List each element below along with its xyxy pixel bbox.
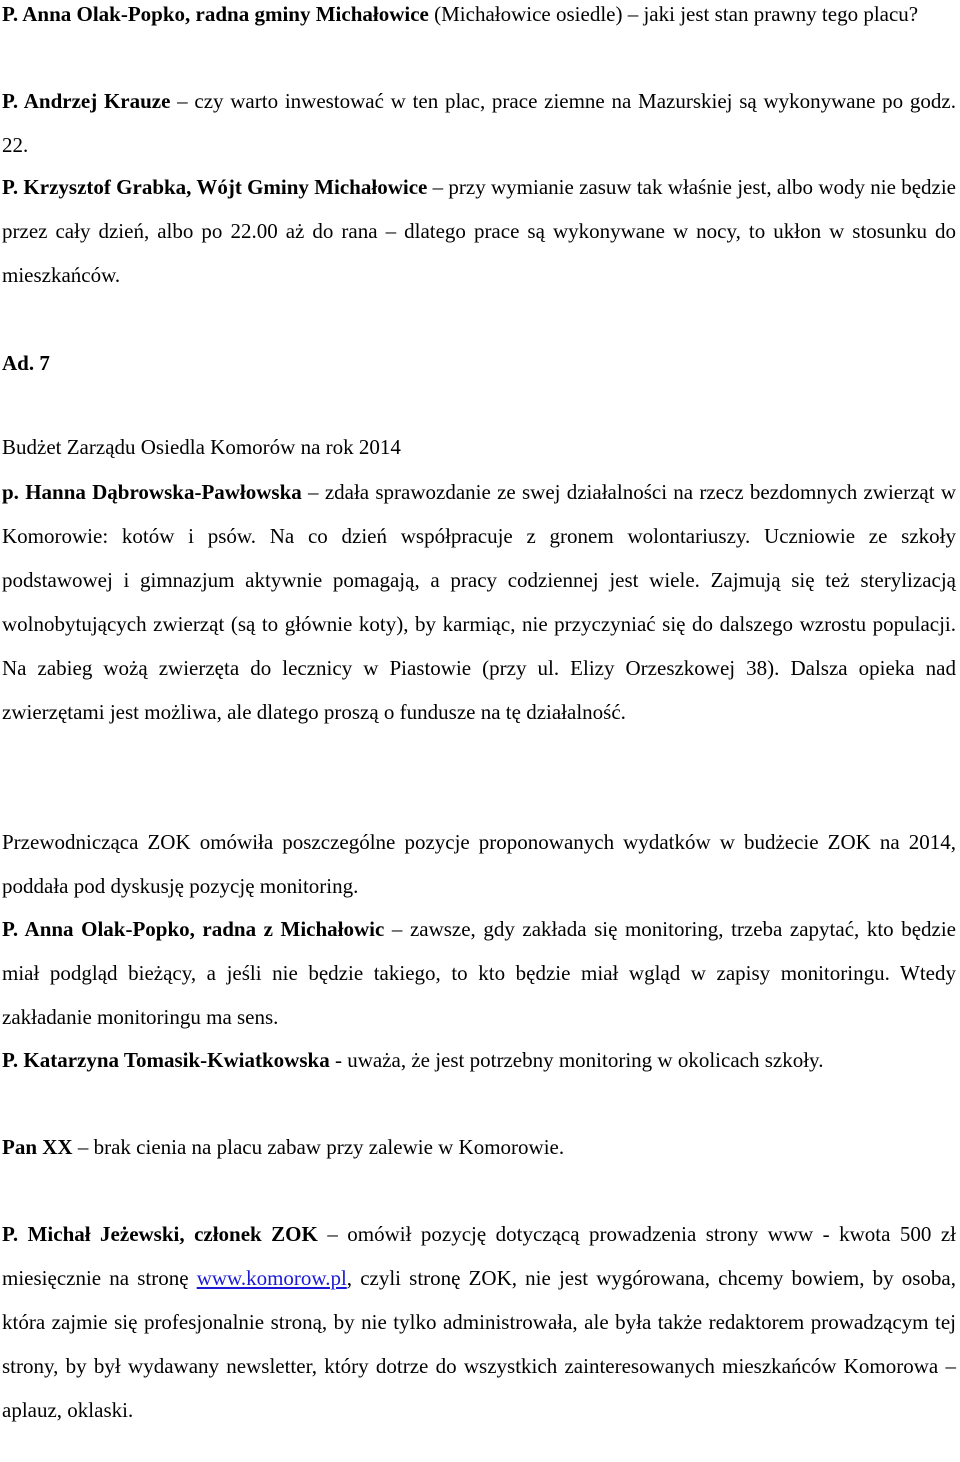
- paragraph-text: - uważa, że jest potrzebny monitoring w okolicach szkoły.: [329, 1048, 824, 1072]
- paragraph-jezewski: [2, 1212, 956, 1432]
- paragraph-olak-popko-question: [2, 0, 956, 36]
- website-link[interactable]: www.komorow.pl: [196, 1266, 347, 1290]
- speaker-name: P. Michał Jeżewski, członek ZOK: [2, 1222, 318, 1246]
- speaker-name: p. Hanna Dąbrowska-Pawłowska: [2, 480, 302, 504]
- paragraph-text: – brak cienia na placu zabaw przy zalewie w Komorowie.: [72, 1135, 565, 1159]
- paragraph-text: Przewodnicząca ZOK omówiła poszczególne pozycje proponowanych wydatków w budżecie ZOK na 2014, poddała pod dyskusję pozycję monitoring.: [2, 830, 956, 898]
- agenda-item-heading: [2, 341, 956, 385]
- agenda-item-label: Ad. 7: [2, 351, 50, 375]
- paragraph-tomasik-kwiatkowska: [2, 1038, 956, 1082]
- paragraph-pan-xx: [2, 1125, 956, 1169]
- speaker-name: Pan XX: [2, 1135, 73, 1159]
- section-title: Budżet Zarządu Osiedla Komorów na rok 2014: [2, 435, 401, 459]
- paragraph-text: – omówił pozycję dotyczącą prowadzenia strony www - kwota 500 zł miesięcznie na stronę: [2, 1222, 956, 1290]
- speaker-name: P. Andrzej Krauze: [2, 89, 171, 113]
- paragraph-dabrowska-pawlowska: [2, 470, 956, 734]
- paragraph-text: – czy warto inwestować w ten plac, prace ziemne na Mazurskiej są wykonywane po godz. 22.: [2, 89, 956, 157]
- paragraph-text: – zawsze, gdy zakłada się monitoring, trzeba zapytać, kto będzie miał podgląd bieżący, a jeśli nie będzie takiego, to kto będzie miał wgląd w zapisy monitoringu. Wtedy zakładanie monitoringu ma sens.: [2, 917, 956, 1029]
- paragraph-krauze: [2, 79, 956, 167]
- paragraph-text: – przy wymianie zasuw tak właśnie jest, albo wody nie będzie przez cały dzień, albo po 22.00 aż do rana – dlatego prace są wykonywane w nocy, to ukłon w stosunku do mieszkańców.: [2, 175, 956, 287]
- paragraph-text: (Michałowice osiedle) – jaki jest stan prawny tego placu?: [428, 2, 919, 26]
- paragraph-grabka: [2, 165, 956, 297]
- speaker-name: P. Krzysztof Grabka, Wójt Gminy Michałowice: [2, 175, 428, 199]
- paragraph-chair-budget: [2, 820, 956, 908]
- paragraph-olak-popko-monitoring: [2, 907, 956, 1039]
- paragraph-text: , czyli stronę ZOK, nie jest wygórowana, chcemy bowiem, by osoba, która zajmie się profesjonalnie stroną, by nie tylko administrowała, ale była także redaktorem prowadzącym tej strony, by był wydawany newsletter, który dotrze do wszystkich zainteresowanych mieszkańców Komorowa – aplauz, oklaski.: [2, 1266, 956, 1422]
- speaker-name: P. Anna Olak-Popko, radna z Michałowic: [2, 917, 385, 941]
- budget-section-title: [2, 425, 956, 469]
- speaker-name: P. Katarzyna Tomasik-Kwiatkowska: [2, 1048, 330, 1072]
- speaker-name: P. Anna Olak-Popko, radna gminy Michałowice: [2, 2, 429, 26]
- paragraph-text: – zdała sprawozdanie ze swej działalności na rzecz bezdomnych zwierząt w Komorowie: kotów i psów. Na co dzień współpracuje z gronem wolontariuszy. Uczniowie ze szkoły podstawowej i gimnazjum aktywnie pomagają, a pracy codziennej jest wiele. Zajmują się też sterylizacją wolnobytujących zwierząt (są to głównie koty), by karmiąc, nie przyczyniać się do dalszego wzrostu populacji. Na zabieg wożą zwierzęta do lecznicy w Piastowie (przy ul. Elizy Orzeszkowej 38). Dalsza opieka nad zwierzętami jest możliwa, ale dlatego proszą o fundusze na tę działalność.: [2, 480, 956, 724]
